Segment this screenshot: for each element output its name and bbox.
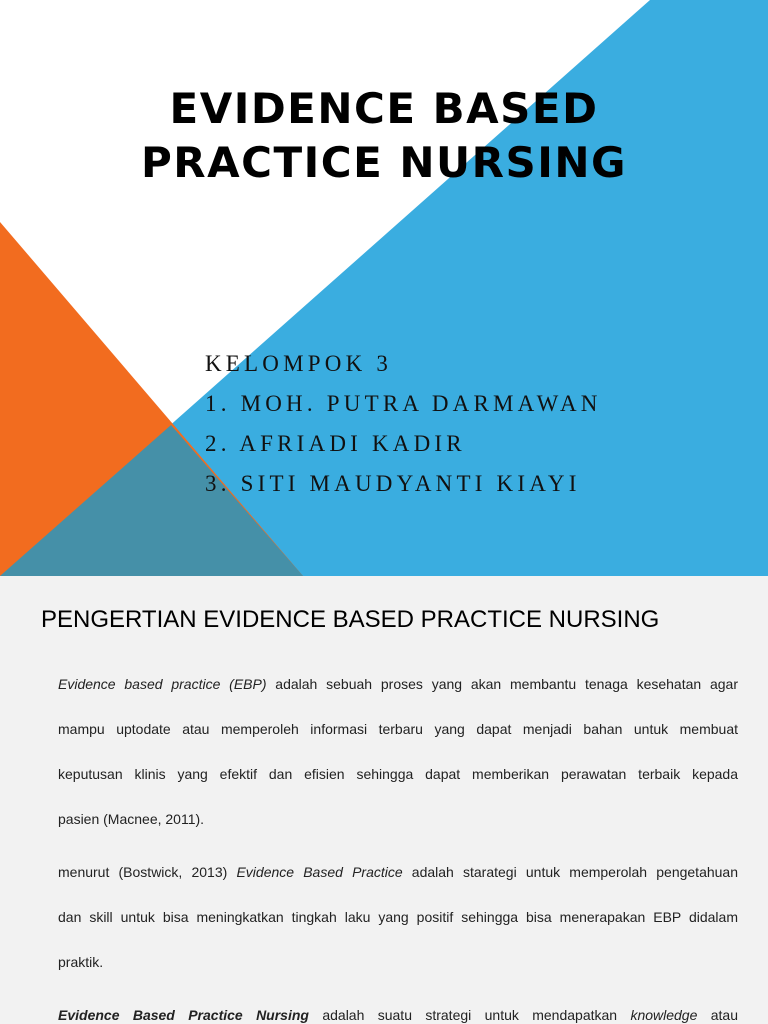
text-line: keputusan klinis yang efektif dan efisien sehingga dapat memberikan perawatan terbaik kepada xyxy=(58,766,738,782)
member-item: 3. SITI MAUDYANTI KIAYI xyxy=(205,471,581,496)
paragraph-2 xyxy=(58,850,738,985)
text-line xyxy=(58,993,738,1024)
italic-term: knowledge xyxy=(630,1007,698,1023)
definition-slide xyxy=(0,576,768,1024)
text-span: adalah suatu strategi untuk mendapatkan xyxy=(308,1007,631,1023)
text-line: pasien (Macnee, 2011). xyxy=(58,811,205,827)
text-line: mampu uptodate atau memperoleh informasi terbaru yang dapat menjadi bahan untuk membuat xyxy=(58,721,738,737)
slide-title xyxy=(0,82,768,190)
text-line xyxy=(58,662,738,707)
text-line xyxy=(58,850,738,895)
slide-body xyxy=(58,662,738,1024)
text-span: atau xyxy=(697,1007,738,1023)
title-line-1: EVIDENCE BASED xyxy=(169,84,599,133)
text-span: menurut (Bostwick, 2013) xyxy=(58,864,237,880)
group-members xyxy=(205,344,602,504)
text-line: praktik. xyxy=(58,954,104,970)
group-label: KELOMPOK 3 xyxy=(205,351,393,376)
member-item: 1. MOH. PUTRA DARMAWAN xyxy=(205,391,602,416)
bold-italic-term: Evidence Based Practice Nursing xyxy=(58,1007,309,1023)
title-line-2: PRACTICE NURSING xyxy=(141,138,627,187)
italic-term: Evidence based practice (EBP) xyxy=(58,676,267,692)
member-item: 2. AFRIADI KADIR xyxy=(205,431,466,456)
italic-term: Evidence Based Practice xyxy=(236,864,403,880)
text-line: dan skill untuk bisa meningkatkan tingkah laku yang positif sehingga bisa menerapakan EBP didalam xyxy=(58,909,738,925)
paragraph-3 xyxy=(58,993,738,1024)
paragraph-1 xyxy=(58,662,738,842)
text-span: adalah starategi untuk memperolah pengetahuan xyxy=(402,864,739,880)
text-span: adalah sebuah proses yang akan membantu tenaga kesehatan agar xyxy=(266,676,738,692)
slide-heading: PENGERTIAN EVIDENCE BASED PRACTICE NURSING xyxy=(41,606,660,633)
